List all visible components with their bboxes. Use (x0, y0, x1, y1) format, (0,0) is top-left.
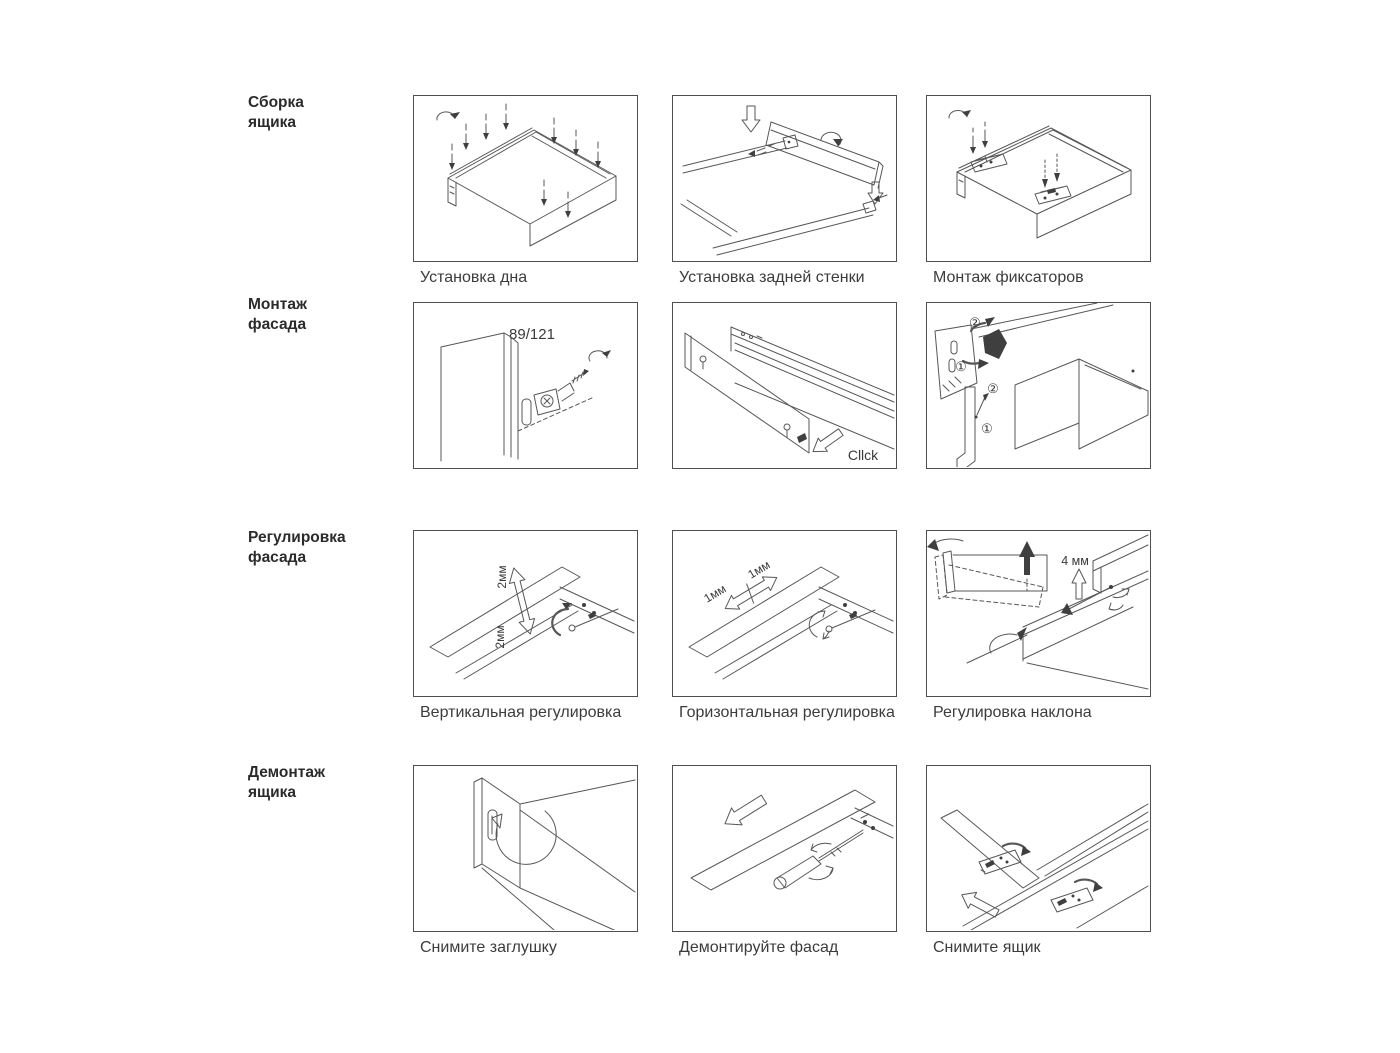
section-label-drawer-removal: Демонтаж ящика (248, 764, 325, 802)
caption-remove-cap: Снимите заглушку (420, 939, 557, 956)
diagram-front-click-attachment (672, 302, 897, 469)
dimension-label: 1мм (701, 581, 729, 606)
dimension-label: 1мм (745, 557, 773, 582)
size-label: 89/121 (509, 326, 555, 343)
diagram-fixator-mounting (926, 95, 1151, 262)
diagram-remove-front (672, 765, 897, 932)
rotate-arrow (1003, 844, 1025, 848)
caption-tilt-adjustment: Регулировка наклона (933, 704, 1092, 721)
caption-vertical-adjustment: Вертикальная регулировка (420, 704, 622, 721)
tilt-arrow (935, 539, 963, 543)
pull-arrow (720, 791, 770, 832)
diagram-horizontal-adjustment (672, 530, 897, 697)
step-2-badge: ② (969, 315, 981, 330)
section-label-front-mounting: Монтаж фасада (248, 296, 307, 334)
step-1-badge: ① (981, 421, 993, 436)
dimension-label: 4 мм (1061, 554, 1089, 568)
insert-arrow (808, 426, 845, 459)
diagram-remove-cap (413, 765, 638, 932)
caption-back-wall-installation: Установка задней стенки (679, 269, 865, 286)
fixator-drawing (927, 96, 1149, 260)
diagram-back-wall-installation (672, 95, 897, 262)
caption-horizontal-adjustment: Горизонтальная регулировка (679, 704, 895, 721)
diagram-cover-cap-steps (926, 302, 1151, 469)
latch-mechanism (979, 850, 1021, 874)
front-fastener-drawing (414, 303, 636, 467)
tilt-adjustment-drawing (927, 531, 1149, 695)
diagram-tilt-adjustment (926, 530, 1151, 697)
vertical-adjustment-drawing (414, 531, 636, 695)
horizontal-adjustment-drawing (673, 531, 895, 695)
diagram-vertical-adjustment (413, 530, 638, 697)
dimension-label: 2мм (495, 565, 509, 589)
vertical-double-arrow (506, 566, 538, 636)
bottom-installation-drawing (414, 96, 636, 260)
screwdriver-handle (777, 856, 821, 888)
rotate-arrow (809, 611, 825, 637)
rotate-arrow (809, 866, 833, 880)
caption-remove-front: Демонтируйте фасад (679, 939, 839, 956)
diagram-bottom-installation (413, 95, 638, 262)
diagram-front-fastener (413, 302, 638, 469)
section-label-front-adjustment: Регулировка фасада (248, 529, 346, 567)
down-arrow (742, 106, 760, 132)
caption-remove-drawer: Снимите ящик (933, 939, 1041, 956)
step-1-badge: ① (955, 359, 967, 374)
step-2-badge: ② (987, 381, 999, 396)
remove-front-drawing (673, 766, 895, 930)
rotate-arrow (496, 811, 556, 864)
front-click-drawing (673, 303, 895, 467)
cover-cap-drawing (927, 303, 1149, 467)
cap-flap (983, 329, 1007, 359)
dimension-label: 2мм (493, 625, 507, 649)
remove-cap-drawing (414, 766, 636, 930)
section-label-drawer-assembly: Сборка ящика (248, 94, 304, 132)
caption-fixator-mounting: Монтаж фиксаторов (933, 269, 1084, 286)
rotate-arrow (1075, 880, 1097, 884)
caption-bottom-installation: Установка дна (420, 269, 528, 286)
latch-mechanism (1051, 888, 1093, 912)
screw-arrows (449, 104, 601, 218)
diagram-remove-drawer (926, 765, 1151, 932)
back-wall-drawing (673, 96, 895, 260)
click-label: Cllck (847, 447, 879, 463)
up-arrow (1019, 541, 1035, 575)
remove-drawer-drawing (927, 766, 1149, 930)
up-arrow (1072, 569, 1086, 599)
